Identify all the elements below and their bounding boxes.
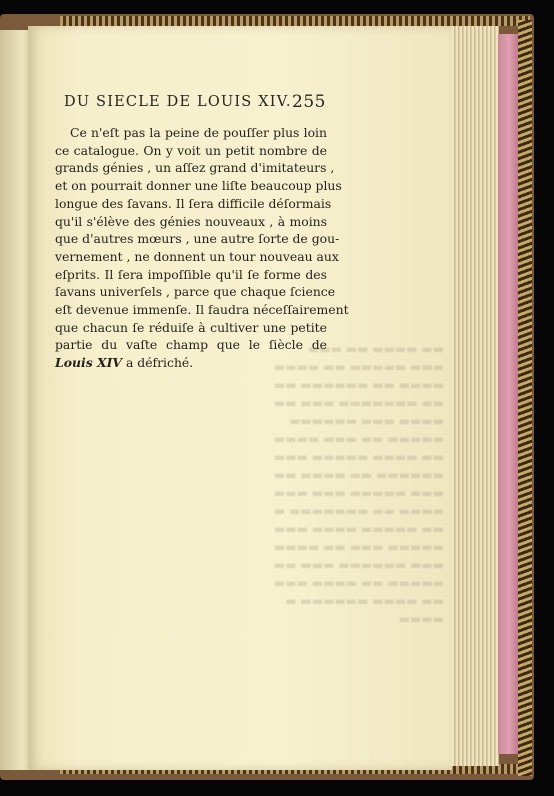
text-line: partie du vaſte champ que le ſiècle de (55, 337, 327, 353)
gilt-spine-stripe (518, 20, 532, 776)
page-header (64, 94, 326, 116)
text-line: longue des ſavans. Il ſera difficile déſormais (55, 195, 332, 211)
final-words: a défriché. (122, 355, 194, 371)
text-line: Ce n'eſt pas la peine de pouſſer plus loin (70, 125, 327, 140)
text-line: qu'il s'élève des génies nouveaux , à moins (55, 213, 327, 229)
marbled-edge (498, 34, 520, 754)
text-line: eſprits. Il ſera impoſſible qu'il ſe forme des (55, 266, 327, 282)
text-line: vernement , ne donnent un tour nouveau aux (55, 248, 339, 264)
page-block-edges (446, 26, 499, 766)
text-line: ce catalogue. On y voit un petit nombre de (55, 142, 327, 158)
text-line: eſt devenue immenſe. Il faudra néceſſairement (55, 302, 349, 318)
text-line: que d'autres mœurs , une autre ſorte de gou- (55, 231, 340, 247)
italic-name: Louis XIV (55, 355, 123, 371)
page-number: 255 (292, 92, 326, 112)
text-line: grands génies , un aſſez grand d'imitateurs , (55, 160, 335, 176)
running-title: DU SIECLE DE LOUIS XIV. (64, 94, 292, 110)
show-through-text: ▬▬ ▬▬▬▬ ▬▬ ▬▬▬ ▬▬▬ ▬▬▬▬▬ ▬▬ ▬▬▬▬ ▬▬▬▬ ▬▬ ▬▬▬▬▬▬ ▬▬ ▬▬ ▬▬▬▬▬▬▬ ▬▬▬ ▬▬ ▬▬▬▬ ▬▬▬ ▬▬▬▬▬▬ ▬▬▬▬▬ ▬▬ ▬▬▬ ▬▬▬▬ ▬▬ ▬▬▬▬ ▬▬▬▬▬ ▬▬▬ ▬▬▬▬▬▬ ▬▬ ▬▬▬▬ ▬▬ ▬▬▬ ▬▬▬▬▬ ▬▬▬ ▬▬▬ ▬▬▬▬ ▬▬ ▬▬▬▬▬▬▬ ▬ ▬▬ ▬▬▬▬▬ ▬▬▬▬ ▬▬▬ ▬▬▬▬▬ ▬▬▬ ▬▬ ▬▬▬▬ ▬▬▬ ▬▬▬▬▬▬ ▬▬▬ ▬▬ ▬▬▬▬▬ ▬▬ ▬▬▬▬ ▬▬▬ ▬▬ ▬▬▬▬ ▬▬▬▬▬▬ ▬ ▬▬▬▬ (273, 342, 444, 626)
body-text (55, 124, 349, 372)
text-line: et on pourrait donner une liſte beaucoup plus (55, 178, 342, 194)
text-line: ſavans univerſels , parce que chaque ſcience (55, 284, 336, 300)
text-line: que chacun ſe réduiſe à cultiver une petite (55, 319, 327, 335)
cover-gilt-border-top (60, 16, 530, 26)
text-line-final (55, 354, 327, 372)
